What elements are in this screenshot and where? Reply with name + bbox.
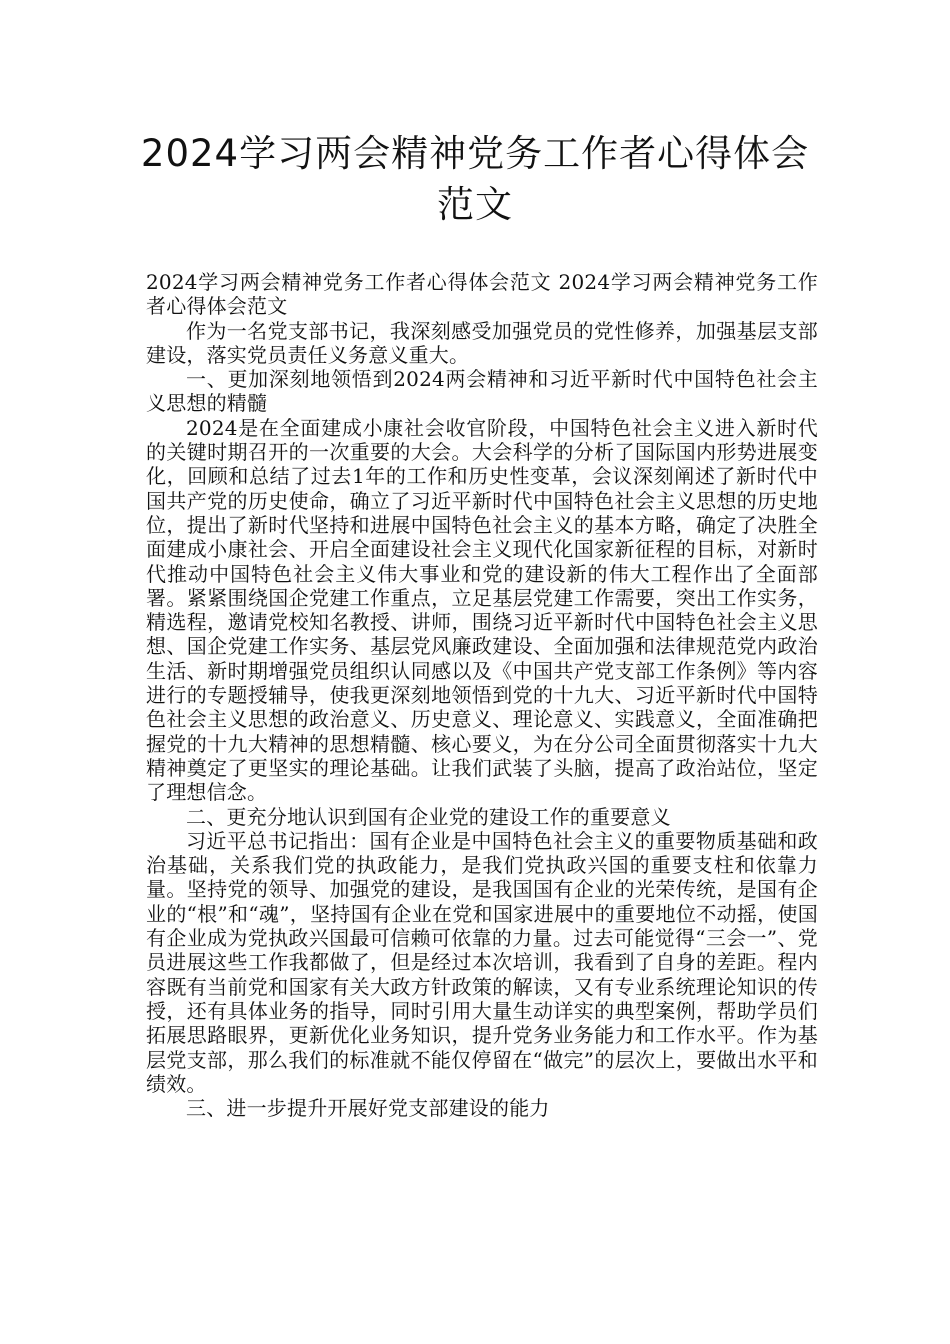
document-title-line-2: 范文 [437, 183, 513, 226]
section-heading-3: 三、进一步提升开展好党支部建设的能力 [186, 1096, 550, 1121]
body-paragraph: 2024是在全面建成小康社会收官阶段，中国特色社会主义进入新时代的关键时期召开的一次重要的大会。大会科学的分析了国际国内形势进展变化，回顾和总结了过去1年的工作和历史性变革，会议深刻阐述了新时代中国共产党的历史使命，确立了习近平新时代中国特色社会主义思想的历史地位，提出了新时代坚持和进展中国特色社会主义的基本方略，确定了决胜全面建成小康社会、开启全面建设社会主义现代化国家新征程的目标，对新时代推动中国特色社会主义伟大事业和党的建设新的伟大工程作出了全面部署。紧紧围绕国企党建工作重点，立足基层党建工作需要，突出工作实务，精选程，邀请党校知名教授、讲师，围绕习近平新时代中国特色社会主义思想、国企党建工作实务、基层党风廉政建设、全面加强和法律规范党内政治生活、新时期增强党员组织认同感以及《中国共产党支部工作条例》等内容进行的专题授辅导，使我更深刻地领悟到党的十九大、习近平新时代中国特色社会主义思想的政治意义、历史意义、理论意义、实践意义，全面准确把握党的十九大精神的思想精髓、核心要义，为在分公司全面贯彻落实十九大精神奠定了更坚实的理论基础。让我们武装了头脑，提高了政治站位，坚定了理想信念。 [146, 415, 818, 805]
document-body [146, 270, 818, 1120]
document-title [130, 128, 820, 230]
section-heading-1: 一、更加深刻地领悟到2024两会精神和习近平新时代中国特色社会主义思想的精髓 [146, 367, 818, 416]
intro-paragraph: 2024学习两会精神党务工作者心得体会范文 2024学习两会精神党务工作者心得体会范文 [146, 270, 818, 319]
body-paragraph: 作为一名党支部书记，我深刻感受加强党员的党性修养，加强基层支部建设，落实党员责任义务意义重大。 [146, 318, 818, 367]
section-heading-2: 二、更充分地认识到国有企业党的建设工作的重要意义 [186, 804, 671, 829]
body-paragraph: 习近平总书记指出：国有企业是中国特色社会主义的重要物质基础和政治基础，关系我们党的执政能力，是我们党执政兴国的重要支柱和依靠力量。坚持党的领导、加强党的建设，是我国国有企业的光荣传统，是国有企业的“根”和“魂”，坚持国有企业在党和国家进展中的重要地位不动摇，使国有企业成为党执政兴国最可信赖可依靠的力量。过去可能觉得“三会一”、党员进展这些工作我都做了，但是经过本次培训，我看到了自身的差距。程内容既有当前党和国家有关大政方针政策的解读，又有专业系统理论知识的传授，还有具体业务的指导，同时引用大量生动详实的典型案例，帮助学员们拓展思路眼界，更新优化业务知识，提升党务业务能力和工作水平。作为基层党支部，那么我们的标准就不能仅停留在“做完”的层次上，要做出水平和绩效。 [146, 828, 818, 1096]
document-title-line-1: 2024学习两会精神党务工作者心得体会 [140, 132, 810, 175]
